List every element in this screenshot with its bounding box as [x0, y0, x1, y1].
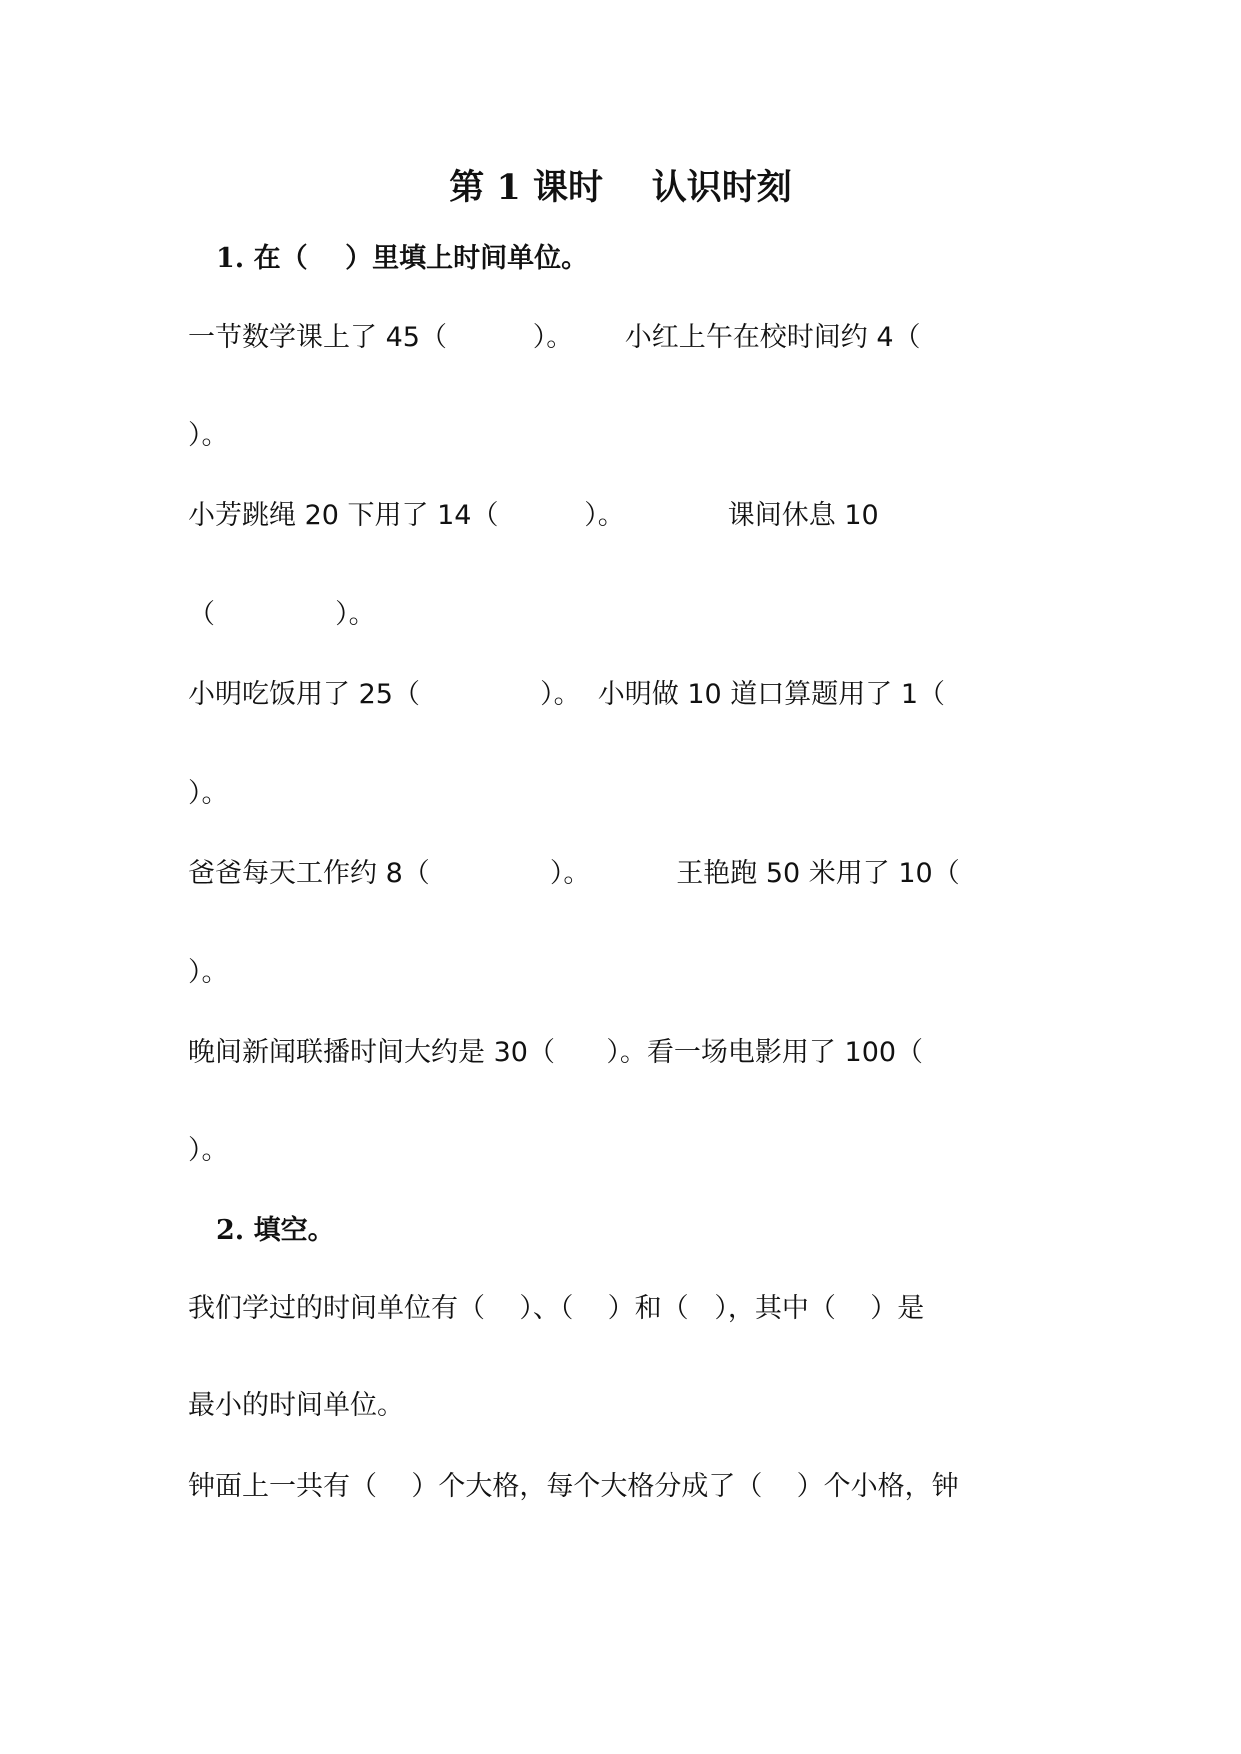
q1-line-1: 一节数学课上了 45（ ）。 小红上午在校时间约 4（: [188, 322, 921, 353]
question-1-heading: 1. 在（ ）里填上时间单位。: [216, 243, 589, 274]
q2-line-3: 钟面上一共有（ ）个大格，每个大格分成了（ ）个小格，钟: [188, 1471, 959, 1502]
q2-line-1: 我们学过的时间单位有（ ）、（ ）和（ ），其中（ ）是: [188, 1293, 925, 1324]
q1-line-2: ）。: [188, 420, 229, 451]
page-title: 第 1 课时 认识时刻: [449, 167, 792, 208]
q1-line-9: 晚间新闻联播时间大约是 30（ ）。看一场电影用了 100（: [188, 1037, 924, 1068]
q1-line-3: 小芳跳绳 20 下用了 14（ ）。 课间休息 10: [188, 500, 879, 531]
question-2-heading: 2. 填空。: [216, 1215, 335, 1246]
q1-line-5: 小明吃饭用了 25（ ）。 小明做 10 道口算题用了 1（: [188, 679, 946, 710]
q1-line-6: ）。: [188, 778, 229, 809]
q1-line-7: 爸爸每天工作约 8（ ）。 王艳跑 50 米用了 10（: [188, 858, 960, 889]
q1-line-8: ）。: [188, 957, 229, 988]
q1-line-10: ）。: [188, 1135, 229, 1166]
q2-line-2: 最小的时间单位。: [188, 1390, 404, 1421]
q1-line-4: （ ）。: [188, 599, 376, 630]
